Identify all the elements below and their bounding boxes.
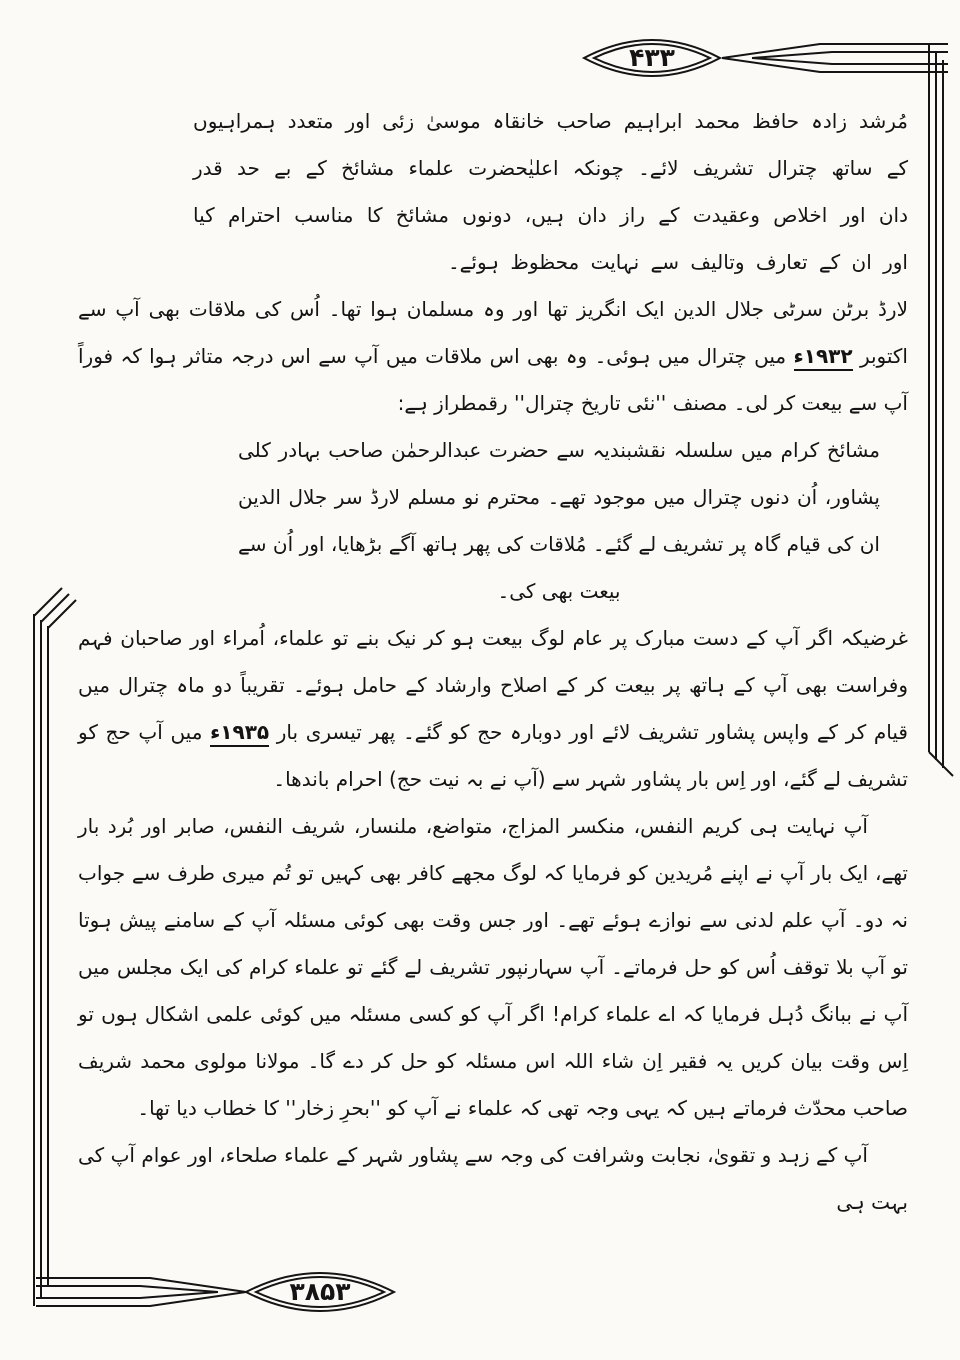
left-border-rule	[34, 588, 76, 1306]
page-number-top: ۴۳۳	[629, 43, 675, 72]
paragraph-text: میں آپ حج کو تشریف لے گئے، اور اِس بار پشاور شہر سے (آپ نے بہ نیت حج) احرام باندھا۔	[78, 720, 908, 791]
paragraph-bayat-and-hajj	[78, 615, 908, 803]
bottom-zigzag-ornament	[36, 1278, 246, 1306]
paragraph-character-virtues: آپ نہایت ہی کریم النفس، منکسر المزاج، متواضع، ملنسار، شریف النفس، صابر اور بُرد بار تھے، ایک بار آپ نے اپنے مُریدین کو فرمایا کہ لوگ مجھے کافر بھی کہیں تو تُم میری طرف سے جواب نہ دو۔ آپ علم لدنی سے نوازے ہوئے تھے۔ اور جس وقت بھی کوئی مسئلہ آپ کے سامنے پیش ہوتا تو آپ بلا توقف اُس کو حل فرماتے۔ آپ سہارنپور تشریف لے گئے تو علماء کرام کی ایک مجلس میں آپ نے ببانگ دُہل فرمایا کہ اے علماء کرام! اگر آپ کو کسی مسئلہ میں کوئی علمی اشکال ہوں تو اِس وقت بیان کریں یہ فقیر اِن شاء اللہ اس مسئلہ کو حل کر دے گا۔ مولانا مولوی محمد شریف صاحب محدّث فرماتے ہیں کہ یہی وجہ تھی کہ علماء نے آپ کو ''بحرِ زخار'' کا خطاب دیا تھا۔	[78, 814, 908, 1120]
top-zigzag-ornament	[722, 44, 948, 72]
year-1932-underlined: ۱۹۳۲ء	[794, 344, 853, 371]
paragraph-lord-jalaluddin	[78, 286, 908, 427]
paragraph-text: لارڈ برٹن سرٹی جلال الدین ایک انگریز تھا اور وہ مسلمان ہوا تھا۔ اُس کی ملاقات بھی آپ سے اکتوبر	[78, 297, 908, 368]
text-body	[78, 98, 908, 1226]
year-1935-underlined: ۱۹۳۵ء	[210, 720, 269, 747]
page-number-bottom: ۳۸۵۳	[289, 1277, 351, 1306]
quotation-block: مشائخ کرام میں سلسلہ نقشبندیہ سے حضرت عبدالرحمٰن صاحب بہادر کلی پشاور، اُن دنوں چترال میں موجود تھے۔ محترم نو مسلم لارڈ سر جلال الدین ان کی قیام گاہ پر تشریف لے گئے۔ مُلاقات کی پھر ہاتھ آگے بڑھایا، اور اُن سے بیعت بھی کی۔	[238, 438, 880, 603]
paragraph-continuation: مُرشد زادہ حافظ محمد ابراہیم صاحب خانقاہ موسیٰ زئی اور متعدد ہمراہیوں کے ساتھ چترال تشریف لائے۔ چونکہ اعلیٰحضرت علماء مشائخ کے بے حد قدر دان اور اخلاص وعقیدت کے راز دان ہیں، دونوں مشائخ کا مناسب احترام کیا اور ان کے تعارف وتالیف سے نہایت محظوظ ہوئے۔	[193, 109, 908, 274]
right-border-rule	[929, 44, 953, 776]
paragraph-text: میں چترال میں ہوئی۔ وہ بھی اس ملاقات میں آپ سے اس درجہ متاثر ہوا کہ فوراً آپ سے بیعت کر لی۔ مصنف ''نئی تاریخ چترال'' رقمطراز ہے:	[78, 344, 908, 415]
paragraph-closing-line: آپ کے زہد و تقویٰ، نجابت وشرافت کی وجہ سے پشاور شہر کے علماء صلحاء، اور عوام آپ کی بہت ہی	[78, 1143, 908, 1214]
paragraph-text: غرضیکہ اگر آپ کے دست مبارک پر عام لوگ بیعت ہو کر نیک بنے تو علماء، اُمراء اور صاحبان فہم وفراست بھی آپ کے ہاتھ پر بیعت کر کے اصلاح وارشاد کے حامل ہوئے۔ تقریباً دو ماہ چترال میں قیام کر کے واپس پشاور تشریف لائے اور دوبارہ حج کو گئے۔ پھر تیسری بار	[78, 626, 908, 744]
